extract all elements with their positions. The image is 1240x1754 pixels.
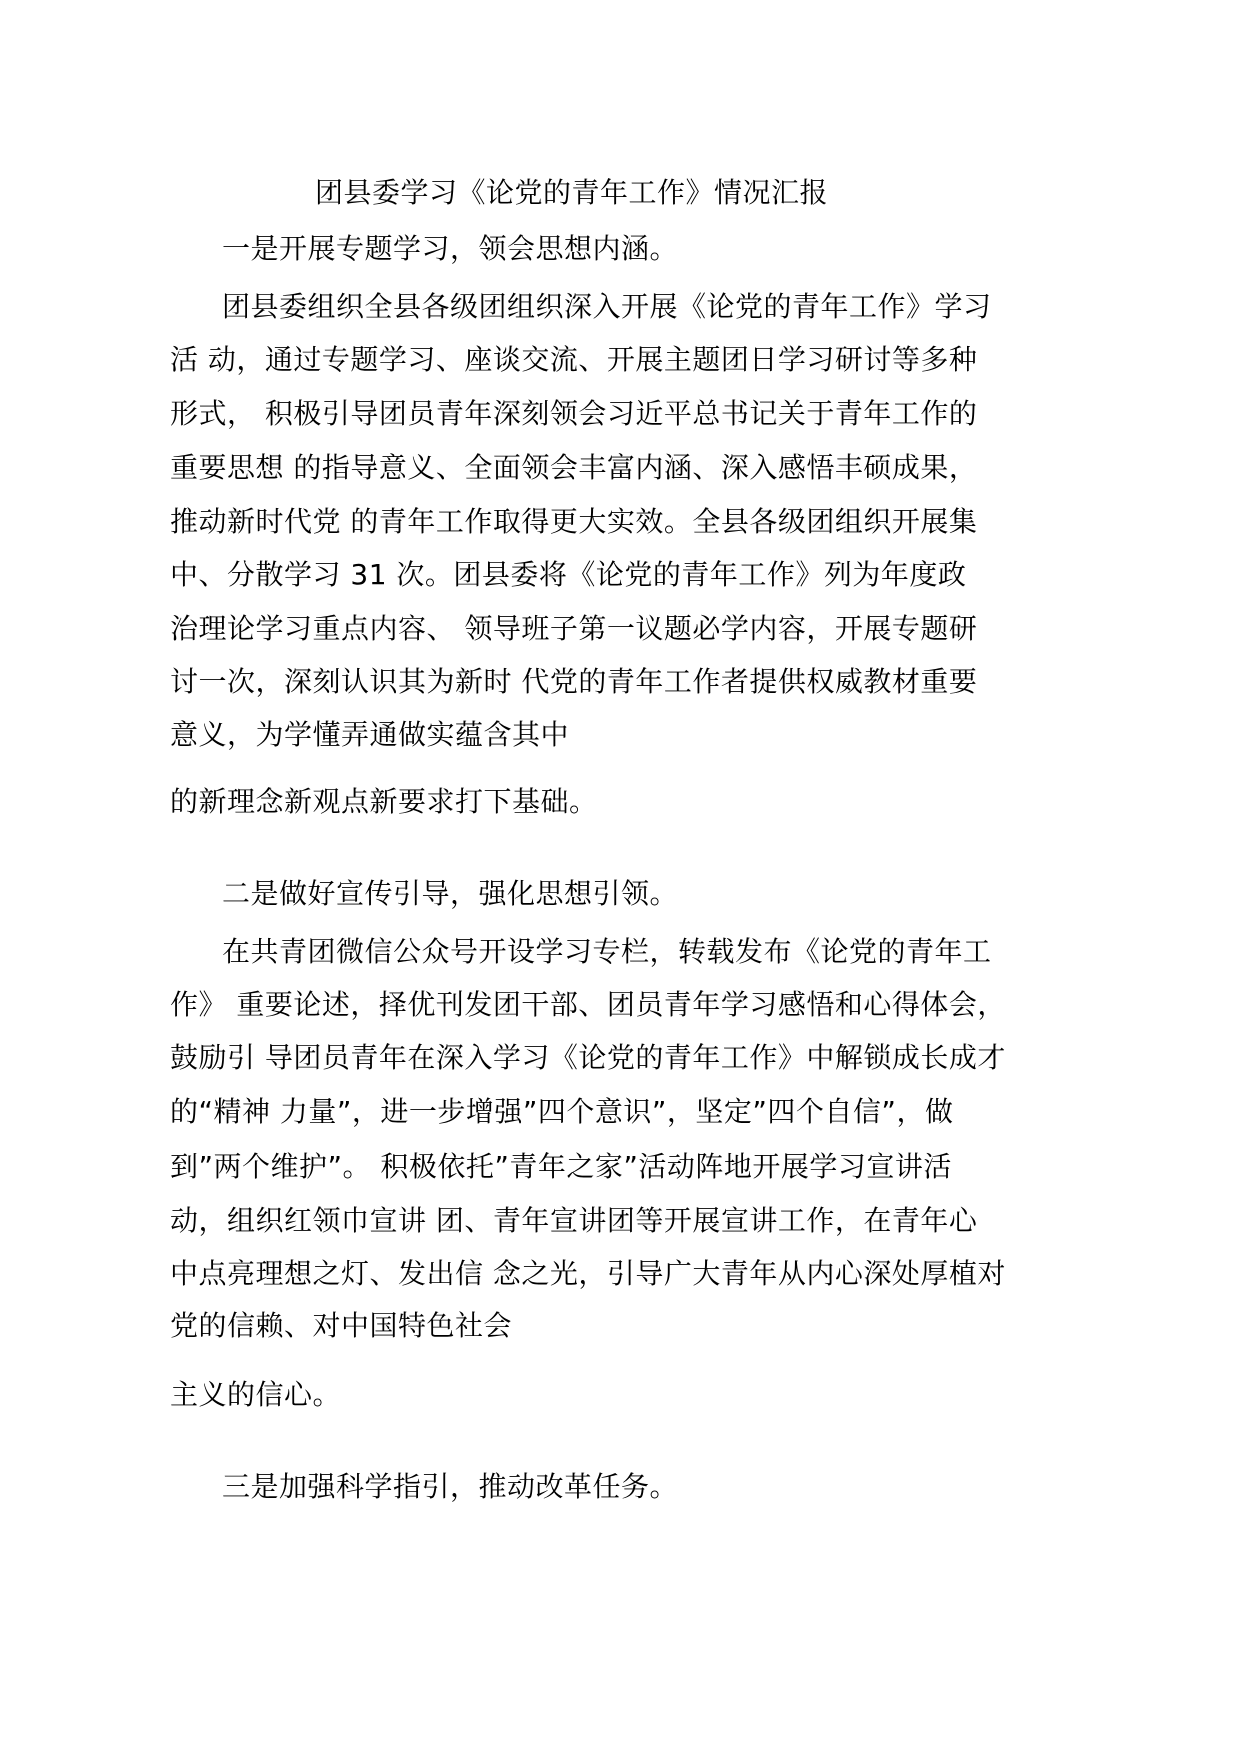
- paragraph-line: 党的信赖、对中国特色社会: [170, 1309, 513, 1342]
- paragraph-line: 鼓励引 导团员青年在深入学习《论党的青年工作》中解锁成长成才: [170, 1041, 1006, 1074]
- section-heading-2: 二是做好宣传引导，强化思想引领。: [222, 877, 679, 910]
- paragraph-line: 重要思想 的指导意义、全面领会丰富内涵、深入感悟丰硕成果，: [170, 451, 978, 484]
- paragraph-line: 的新理念新观点新要求打下基础。: [170, 785, 598, 818]
- paragraph-line: 团县委组织全县各级团组织深入开展《论党的青年工作》学习: [222, 290, 992, 323]
- paragraph-line: 中点亮理想之灯、发出信 念之光，引导广大青年从内心深处厚植对: [170, 1257, 1006, 1290]
- paragraph-line: 在共青团微信公众号开设学习专栏，转载发布《论党的青年工: [222, 935, 992, 968]
- paragraph-line: 意义，为学懂弄通做实蕴含其中: [170, 718, 570, 751]
- paragraph-line: 主义的信心。: [170, 1378, 342, 1411]
- paragraph-line: 活 动，通过专题学习、座谈交流、开展主题团日学习研讨等多种: [170, 343, 978, 376]
- paragraph-line: 讨一次，深刻认识其为新时 代党的青年工作者提供权威教材重要: [170, 665, 978, 698]
- paragraph-line: 推动新时代党 的青年工作取得更大实效。全县各级团组织开展集: [170, 505, 978, 538]
- paragraph-line: 动，组织红领巾宣讲 团、青年宣讲团等开展宣讲工作，在青年心: [170, 1204, 978, 1237]
- document-title: 团县委学习《论党的青年工作》情况汇报: [315, 176, 829, 209]
- paragraph-line: 到”两个维护”。 积极依托”青年之家”活动阵地开展学习宣讲活: [170, 1150, 952, 1183]
- paragraph-line: 治理论学习重点内容、 领导班子第一议题必学内容，开展专题研: [170, 612, 978, 645]
- paragraph-line: 作》 重要论述，择优刊发团干部、团员青年学习感悟和心得体会，: [170, 988, 1006, 1021]
- paragraph-line: 的“精神 力量”，进一步增强”四个意识”，坚定”四个自信”，做: [170, 1095, 954, 1128]
- section-heading-1: 一是开展专题学习，领会思想内涵。: [222, 232, 679, 265]
- paragraph-line: 中、分散学习 31 次。团县委将《论党的青年工作》列为年度政: [170, 558, 967, 591]
- section-heading-3: 三是加强科学指引，推动改革任务。: [222, 1470, 679, 1503]
- paragraph-line: 形式， 积极引导团员青年深刻领会习近平总书记关于青年工作的: [170, 397, 978, 430]
